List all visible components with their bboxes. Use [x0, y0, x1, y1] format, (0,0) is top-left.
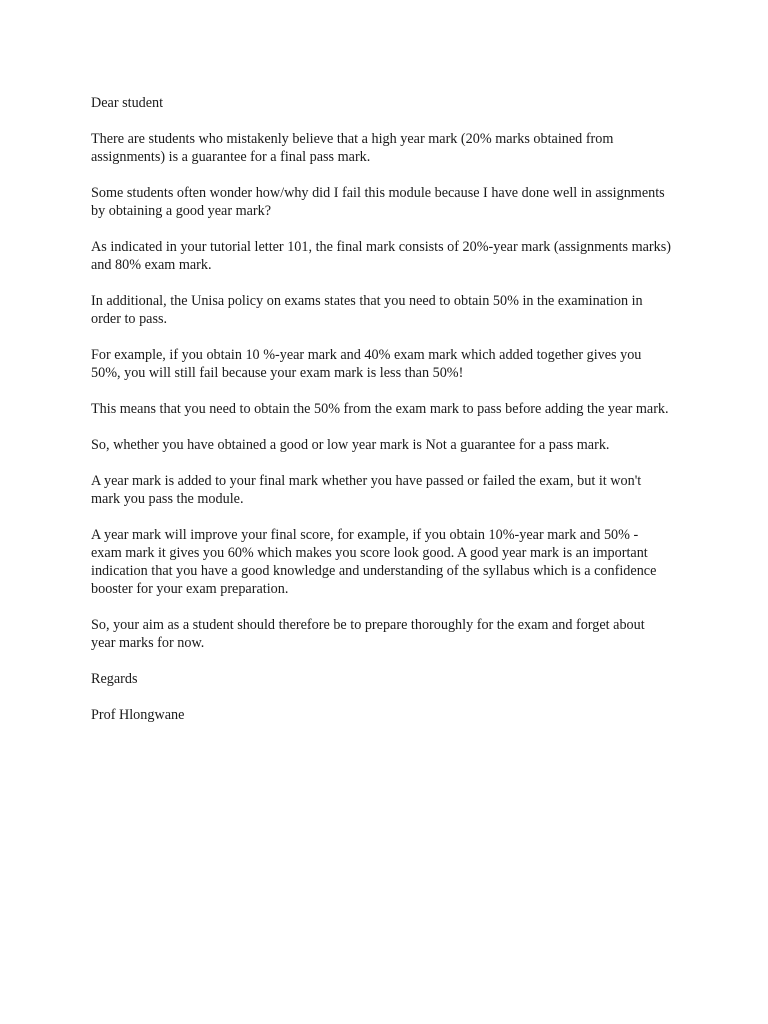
paragraph-1: There are students who mistakenly believe that a high year mark (20% marks obtained from assignments) is a guarantee for a final pass mark. [91, 131, 614, 165]
closing: Regards [91, 671, 138, 687]
paragraph-8: A year mark is added to your final mark whether you have passed or failed the exam, but it won't mark you pass the module. [91, 473, 642, 507]
paragraph-10: So, your aim as a student should therefore be to prepare thoroughly for the exam and forget about year marks for now. [91, 617, 645, 651]
signature: Prof Hlongwane [91, 707, 185, 723]
paragraph-5: For example, if you obtain 10 %-year mark and 40% exam mark which added together gives you 50%, you will still fail because your exam mark is less than 50%! [91, 347, 642, 381]
paragraph-7: So, whether you have obtained a good or low year mark is Not a guarantee for a pass mark. [91, 437, 610, 453]
paragraph-9: A year mark will improve your final score, for example, if you obtain 10%-year mark and 50% - exam mark it gives you 60% which makes you score look good. A good year mark is an important indication that you have a good knowledge and understanding of the syllabus which is a confidence booster for your exam preparation. [91, 527, 657, 597]
letter-body [91, 94, 671, 742]
paragraph-2: Some students often wonder how/why did I fail this module because I have done well in assignments by obtaining a good year mark? [91, 185, 665, 219]
salutation: Dear student [91, 95, 164, 111]
paragraph-4: In additional, the Unisa policy on exams states that you need to obtain 50% in the examination in order to pass. [91, 293, 643, 327]
paragraph-3: As indicated in your tutorial letter 101, the final mark consists of 20%-year mark (assignments marks) and 80% exam mark. [91, 239, 671, 273]
paragraph-6: This means that you need to obtain the 50% from the exam mark to pass before adding the year mark. [91, 401, 669, 417]
